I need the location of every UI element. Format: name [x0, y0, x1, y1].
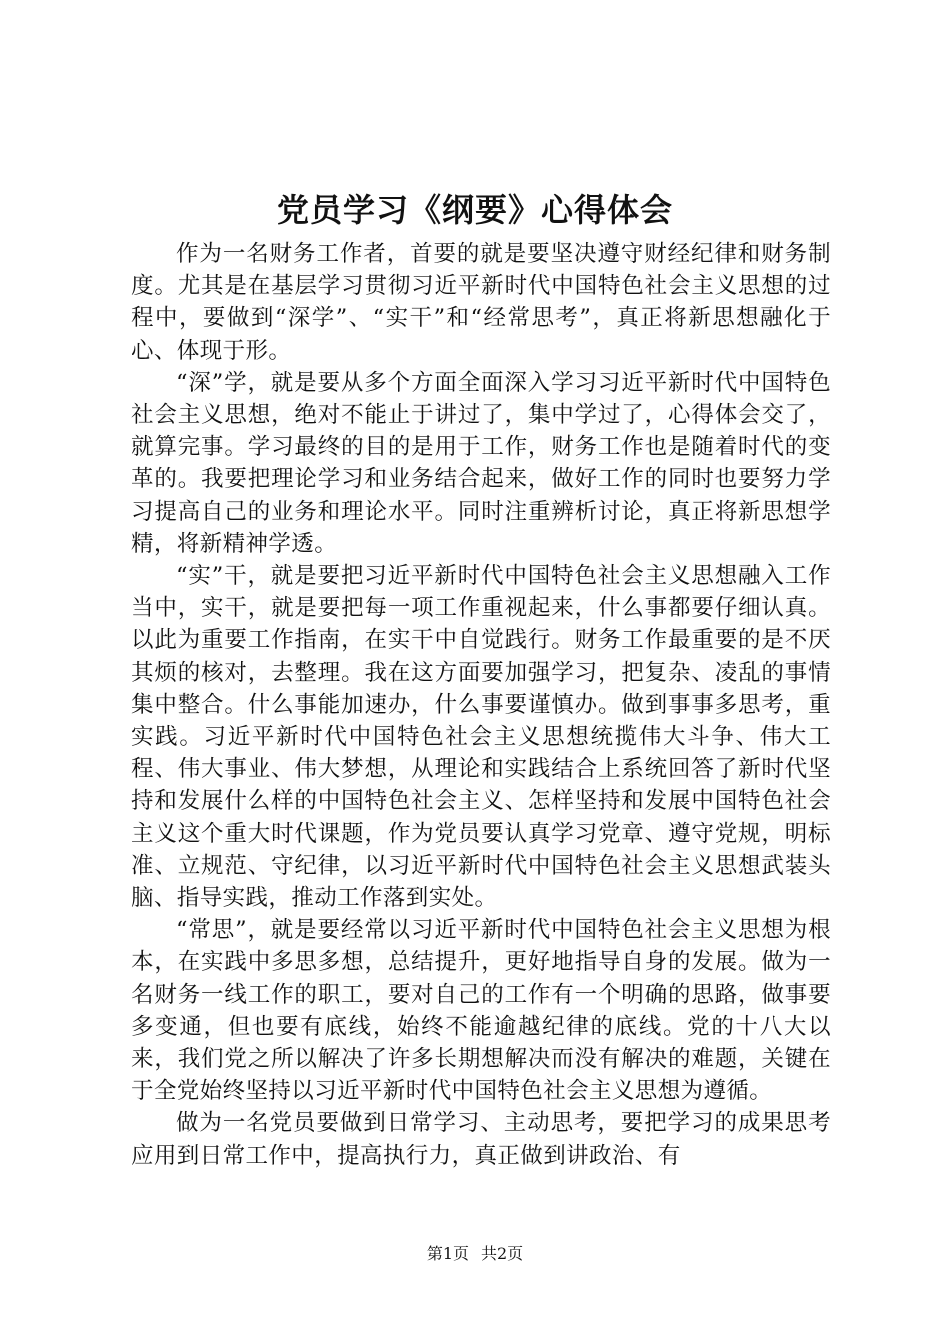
paragraph-conclusion: 做为一名党员要做到日常学习、主动思考，要把学习的成果思考应用到日常工作中，提高执行力，真正做到讲政治、有 — [131, 1110, 831, 1169]
paragraph-constant-thinking: “常思”，就是要经常以习近平新时代中国特色社会主义思想为根本，在实践中多思多想，总结提升，更好地指导自身的发展。做为一名财务一线工作的职工，要对自己的工作有一个明确的思路，做事要多变通，但也要有底线，始终不能逾越纪律的底线。党的十八大以来，我们党之所以解决了许多长期想解决而没有解决的难题，关键在于全党始终坚持以习近平新时代中国特色社会主义思想为遵循。 — [131, 917, 831, 1105]
paragraph-intro: 作为一名财务工作者，首要的就是要坚决遵守财经纪律和财务制度。尤其是在基层学习贯彻习近平新时代中国特色社会主义思想的过程中，要做到“深学”、“实干”和“经常思考”，真正将新思想融化于心、体现于形。 — [131, 241, 831, 364]
page-number-total: 共2页 — [481, 1244, 524, 1263]
paragraph-deep-study: “深”学，就是要从多个方面全面深入学习习近平新时代中国特色社会主义思想，绝对不能止于讲过了，集中学过了，心得体会交了，就算完事。学习最终的目的是用于工作，财务工作也是随着时代的变革的。我要把理论学习和业务结合起来，做好工作的同时也要努力学习提高自己的业务和理论水平。同时注重辨析讨论，真正将新思想学精，将新精神学透。 — [131, 369, 831, 557]
page-number-current: 第1页 — [426, 1244, 469, 1263]
document-body — [131, 238, 831, 1172]
paragraph-practical-work: “实”干，就是要把习近平新时代中国特色社会主义思想融入工作当中，实干，就是要把每一项工作重视起来，什么事都要仔细认真。以此为重要工作指南，在实干中自觉践行。财务工作最重要的是不厌其烦的核对，去整理。我在这方面要加强学习，把复杂、凌乱的事情集中整合。什么事能加速办，什么事要谨慎办。做到事事多思考，重实践。习近平新时代中国特色社会主义思想统揽伟大斗争、伟大工程、伟大事业、伟大梦想，从理论和实践结合上系统回答了新时代坚持和发展什么样的中国特色社会主义、怎样坚持和发展中国特色社会主义这个重大时代课题，作为党员要认真学习党章、遵守党规，明标准、立规范、守纪律，以习近平新时代中国特色社会主义思想武装头脑、指导实践，推动工作落到实处。 — [131, 563, 831, 912]
page-footer — [0, 1242, 950, 1266]
document-title: 党员学习《纲要》心得体会 — [276, 191, 673, 229]
